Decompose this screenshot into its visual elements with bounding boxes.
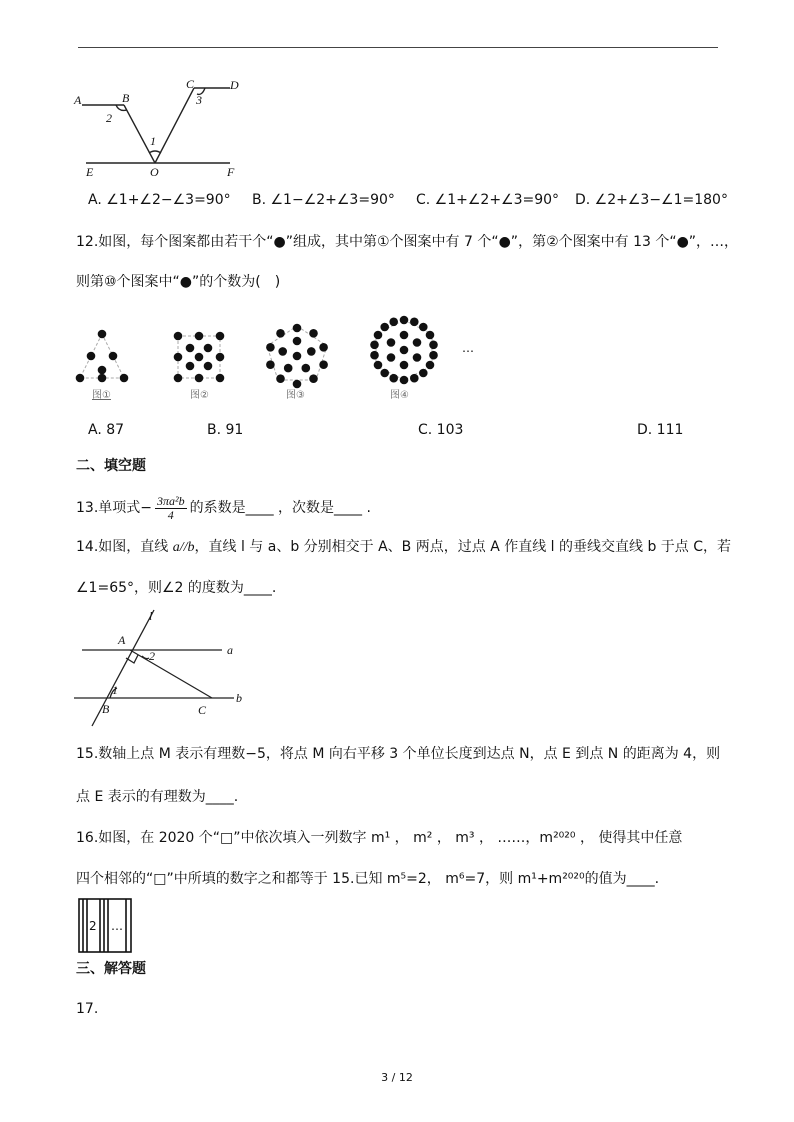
q11-label: F bbox=[227, 165, 235, 179]
q11-label: O bbox=[150, 165, 159, 179]
q11-option-d: D. ∠2+∠3−∠1=180° bbox=[575, 192, 728, 208]
q11-option-c: C. ∠1+∠2+∠3=90° bbox=[416, 192, 560, 208]
q12-dot bbox=[319, 360, 328, 369]
q16-text-line1: 16.如图，在 2020 个“□”中依次填入一列数字 m¹ ， m² ， m³ ， ……，m²⁰²⁰ ， 使得其中任意 bbox=[76, 830, 683, 846]
q14-pre: 14.如图，直线 bbox=[76, 539, 173, 555]
q11-label: E bbox=[86, 165, 94, 179]
q12-dot bbox=[174, 374, 183, 383]
q13-prefix: 13.单项式 bbox=[76, 500, 141, 516]
q12-dot bbox=[293, 324, 302, 333]
q14-figure bbox=[72, 608, 252, 733]
q14-label: B bbox=[102, 702, 110, 716]
q12-dot bbox=[186, 362, 195, 371]
q12-dot bbox=[309, 329, 318, 338]
q12-dot bbox=[204, 362, 213, 371]
q13-numerator: 3πa²b bbox=[157, 493, 185, 508]
q12-dot bbox=[387, 338, 396, 347]
q12-dot bbox=[413, 353, 422, 362]
q12-dot bbox=[76, 374, 85, 383]
q12-dot bbox=[276, 374, 285, 383]
q12-dot bbox=[429, 351, 438, 360]
q14-label: a bbox=[227, 643, 233, 657]
q12-dot bbox=[284, 364, 293, 373]
q12-dot bbox=[309, 374, 318, 383]
q14-text-line1 bbox=[76, 537, 731, 558]
q14-text-line2: ∠1=65°，则∠2 的度数为____. bbox=[76, 580, 277, 596]
q16-cell-value: 2 bbox=[89, 919, 97, 933]
q12-dot bbox=[370, 341, 379, 350]
q12-dot bbox=[400, 361, 409, 370]
q12-dot bbox=[174, 353, 183, 362]
q11-label: A bbox=[74, 93, 82, 107]
q12-option-d: D. 111 bbox=[637, 422, 684, 438]
q12-dot bbox=[204, 344, 213, 353]
q12-dot bbox=[426, 331, 435, 340]
q12-dot bbox=[419, 369, 428, 378]
q13-fraction bbox=[155, 495, 187, 522]
q12-dot bbox=[429, 341, 438, 350]
q12-dot bbox=[400, 346, 409, 355]
q12-dot bbox=[266, 343, 275, 352]
q12-dot bbox=[120, 374, 129, 383]
q11-label: C bbox=[186, 77, 195, 91]
q12-dot bbox=[186, 344, 195, 353]
q12-dot bbox=[195, 332, 204, 341]
q14-label: A bbox=[118, 633, 126, 647]
q12-dot bbox=[387, 353, 396, 362]
q16-text-line2: 四个相邻的“□”中所填的数字之和都等于 15.已知 m⁵=2， m⁶=7，则 m¹+m²⁰²⁰的值为____. bbox=[76, 871, 660, 887]
section-title-answer: 三、解答题 bbox=[76, 961, 146, 977]
q12-dot bbox=[419, 323, 428, 332]
q13-minus: − bbox=[140, 500, 152, 516]
q12-option-c: C. 103 bbox=[418, 422, 464, 438]
q12-dot bbox=[216, 332, 225, 341]
q12-dot bbox=[410, 318, 419, 327]
q14-label: 1 bbox=[112, 683, 118, 697]
q12-dot bbox=[278, 347, 287, 356]
q12-dot bbox=[98, 330, 107, 339]
q14-label: l bbox=[149, 609, 153, 623]
q14-label: 2 bbox=[149, 649, 155, 663]
q12-text-line1: 12.如图，每个图案都由若干个“●”组成，其中第①个图案中有 7 个“●”，第②个图案中有 13 个“●”，…， bbox=[76, 234, 739, 250]
q12-dot bbox=[400, 316, 409, 325]
q11-label: 2 bbox=[106, 111, 112, 125]
section-title-fill-in: 二、填空题 bbox=[76, 458, 146, 474]
q14-post: ，直线 l 与 a、b 分别相交于 A、B 两点，过点 A 作直线 l 的垂线交直线 b 于点 C，若 bbox=[194, 539, 732, 555]
q11-figure bbox=[72, 76, 252, 181]
q12-dot bbox=[87, 352, 96, 361]
q14-label: b bbox=[236, 691, 242, 705]
q12-dot bbox=[266, 360, 275, 369]
q11-label: 1 bbox=[150, 134, 156, 148]
q12-dot bbox=[410, 374, 419, 383]
q12-dot bbox=[307, 347, 316, 356]
q12-dot bbox=[302, 364, 311, 373]
q12-dot bbox=[293, 337, 302, 346]
header-rule bbox=[78, 47, 718, 48]
q15-text-line2: 点 E 表示的有理数为____. bbox=[76, 789, 239, 805]
q11-label: 3 bbox=[196, 93, 202, 107]
q17-text: 17. bbox=[76, 1001, 99, 1017]
q12-dot bbox=[380, 323, 389, 332]
q12-caption-2: 图② bbox=[190, 390, 209, 401]
q12-caption-1: 图① bbox=[92, 390, 111, 401]
q14-label: C bbox=[198, 703, 207, 717]
q12-dot bbox=[98, 366, 107, 375]
q12-dot bbox=[98, 374, 107, 383]
q12-dot bbox=[293, 352, 302, 361]
q12-caption-4: 图④ bbox=[390, 390, 409, 401]
q12-ellipsis: … bbox=[462, 341, 474, 355]
q12-dot bbox=[400, 376, 409, 385]
page-number: 3 / 12 bbox=[381, 1071, 413, 1084]
q12-dot bbox=[195, 353, 204, 362]
q12-dot bbox=[195, 374, 204, 383]
q15-text-line1: 15.数轴上点 M 表示有理数−5，将点 M 向右平移 3 个单位长度到达点 N，点 E 到点 N 的距离为 4，则 bbox=[76, 746, 721, 762]
q11-label: B bbox=[122, 91, 130, 105]
q12-dot bbox=[174, 332, 183, 341]
q12-dot bbox=[370, 351, 379, 360]
q11-label: D bbox=[230, 78, 239, 92]
q14-math: a//b bbox=[172, 540, 195, 555]
q12-dot bbox=[109, 352, 118, 361]
q12-dot bbox=[293, 380, 302, 389]
q11-option-a: A. ∠1+∠2−∠3=90° bbox=[88, 192, 231, 208]
q12-text-line2: 则第⑩个图案中“●”的个数为( ) bbox=[76, 274, 281, 290]
q16-cells-figure bbox=[78, 897, 134, 955]
q12-dot bbox=[380, 369, 389, 378]
q12-dot bbox=[276, 329, 285, 338]
q16-cell-ellipsis: … bbox=[111, 919, 123, 933]
q12-dot bbox=[400, 331, 409, 340]
q12-dot bbox=[389, 374, 398, 383]
q12-caption-3: 图③ bbox=[286, 390, 305, 401]
q12-dot bbox=[389, 318, 398, 327]
q12-dot bbox=[216, 353, 225, 362]
q11-option-b: B. ∠1−∠2+∠3=90° bbox=[252, 192, 395, 208]
q12-dot bbox=[426, 361, 435, 370]
q12-dot bbox=[413, 338, 422, 347]
q12-dot bbox=[216, 374, 225, 383]
q12-figures bbox=[72, 312, 492, 404]
q12-dot bbox=[374, 331, 383, 340]
q13-suffix: 的系数是____ ，次数是____ . bbox=[189, 500, 371, 516]
q12-option-b: B. 91 bbox=[207, 422, 244, 438]
q12-dot bbox=[319, 343, 328, 352]
q12-option-a: A. 87 bbox=[88, 422, 125, 438]
q12-dot bbox=[374, 361, 383, 370]
q13-denominator: 4 bbox=[167, 507, 174, 522]
q13-text bbox=[76, 493, 371, 523]
